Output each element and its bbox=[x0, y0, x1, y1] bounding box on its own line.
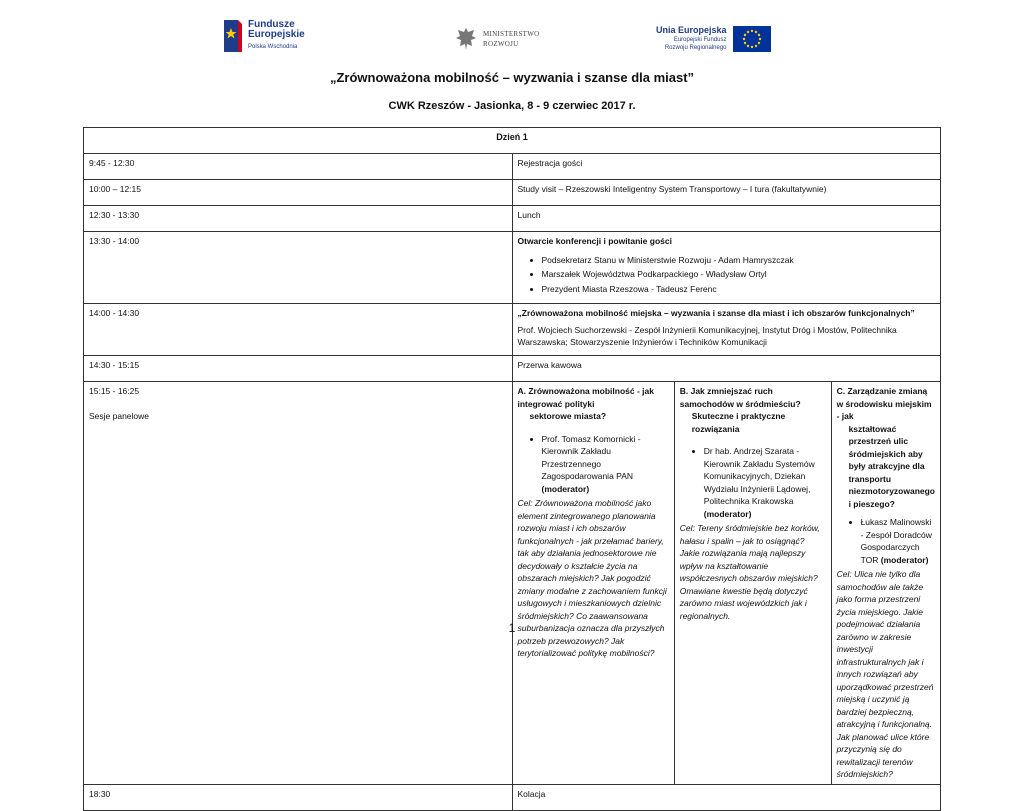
table-row bbox=[84, 232, 941, 304]
lecture-speaker: Prof. Wojciech Suchorzewski - Zespół Inżynierii Komunikacyjnej, Instytut Dróg i Mostów, Politechnika Warszawska; Stowarzyszenie Inżynierów i Techników Komunikacji bbox=[517, 324, 897, 347]
time-cell bbox=[84, 382, 513, 785]
moderator-name: Łukasz Malinowski - Zespół Doradców Gospodarczych TOR bbox=[860, 517, 932, 565]
time-cell: 13:30 - 14:00 bbox=[84, 232, 513, 304]
moderator-name: Prof. Tomasz Komornicki - Kierownik Zakładu Przestrzennego Zagospodarowania PAN bbox=[541, 433, 641, 481]
moderator-tag: (moderator) bbox=[703, 508, 752, 519]
day-header: Dzień 1 bbox=[84, 128, 941, 154]
agenda-table bbox=[83, 127, 941, 811]
agenda-item: Lunch bbox=[512, 206, 941, 232]
agenda-item: Przerwa kawowa bbox=[512, 356, 941, 382]
table-row bbox=[84, 382, 941, 785]
moderator-tag: (moderator) bbox=[880, 554, 929, 565]
panel-c bbox=[831, 382, 940, 784]
eu-line3: Rozwoju Regionalnego bbox=[664, 45, 727, 51]
table-row bbox=[84, 304, 941, 356]
lecture-title: „Zrównoważona mobilność miejska – wyzwania i szanse dla miast i ich obszarów funkcjonalnych” bbox=[517, 308, 915, 318]
panel-a-title-cont: sektorowe miasta? bbox=[529, 411, 607, 421]
panel-a bbox=[513, 382, 674, 784]
panel-b-title: B. Jak zmniejszać ruch samochodów w śródmieściu? bbox=[679, 386, 801, 409]
agenda-item: Rejestracja gości bbox=[512, 154, 941, 180]
eu-flag-icon bbox=[733, 26, 771, 52]
agenda-item: Study visit – Rzeszowski Inteligentny System Transportowy – I tura (fakultatywnie) bbox=[512, 180, 941, 206]
eu-logo bbox=[656, 26, 771, 52]
eu-line2: Europejski Fundusz bbox=[673, 37, 727, 43]
time-cell: 14:00 - 14:30 bbox=[84, 304, 513, 356]
eu-line1: Unia Europejska bbox=[656, 25, 727, 35]
panel-a-moderator bbox=[542, 433, 669, 496]
moderator-tag: (moderator) bbox=[541, 483, 590, 494]
panel-sessions-label: Sesje panelowe bbox=[89, 410, 150, 421]
panel-b bbox=[674, 382, 831, 784]
panel-a-title: A. Zrównoważona mobilność - jak integrować polityki bbox=[517, 386, 654, 409]
session-time: 15:15 - 16:25 bbox=[89, 386, 140, 396]
time-cell: 10:00 – 12:15 bbox=[84, 180, 513, 206]
table-row bbox=[84, 180, 941, 206]
fundusze-europejskie-logo bbox=[224, 20, 305, 52]
panel-b-moderator bbox=[704, 445, 826, 520]
panel-sessions bbox=[512, 382, 941, 785]
agenda-item: Kolacja bbox=[512, 784, 941, 810]
panel-c-goal: Cel: Ulica nie tylko dla samochodów ale także jako forma przestrzeni życia miejskiego. Jakie podejmować działania zarówno w zakresie inwestycji infrastrukturalnych jak i innych rozwiązań aby uporządkować przestrzeń miejską i uczynić ją bardziej bezpieczną, atrakcyjną i funkcjonalną. Jak planować ulice które przyczynią się do rewitalizacji terenów śródmiejskich? bbox=[836, 569, 934, 779]
page-number: 1 bbox=[508, 621, 516, 635]
panel-a-goal: Cel: Zrównoważona mobilność jako element zintegrowanego planowania rozwoju miast i ich obszarów funkcjonalnych - jak przełamać bariery, tak aby działania jednosektorowe nie decydowały o kształcie życia na obszarach miejskich? Jak pogodzić zmiany modalne z zachowaniem funkcji usługowych i mieszkaniowych dzielnic śródmiejskich? Co zaawansowana suburbanizacja oznacza dla przyszłych potrzeb przewozowych? Jak terytorializować politykę mobilności? bbox=[517, 498, 667, 658]
session-title: Otwarcie konferencji i powitanie gości bbox=[517, 236, 672, 246]
table-row bbox=[84, 356, 941, 382]
fe-line3: Polska Wschodnia bbox=[248, 44, 298, 50]
time-cell: 18:30 bbox=[84, 784, 513, 810]
fe-line2: Europejskie bbox=[248, 29, 305, 40]
time-cell: 14:30 - 15:15 bbox=[84, 356, 513, 382]
time-cell: 9:45 - 12:30 bbox=[84, 154, 513, 180]
time-cell: 12:30 - 13:30 bbox=[84, 206, 513, 232]
eagle-emblem-icon bbox=[455, 26, 477, 52]
table-row bbox=[84, 784, 941, 810]
list-item: • Podsekretarz Stanu w Ministerstwie Rozwoju - Adam Hamryszczak bbox=[542, 254, 936, 267]
ministry-line2: ROZWOJU bbox=[483, 40, 519, 48]
table-row bbox=[84, 154, 941, 180]
ministry-line1: MINISTERSTWO bbox=[483, 30, 540, 38]
conference-title: „Zrównoważona mobilność – wyzwania i szanse dla miast” bbox=[329, 70, 695, 85]
panel-c-title: C. Zarządzanie zmianą w środowisku miejskim - jak bbox=[836, 386, 932, 421]
moderator-name: Dr hab. Andrzej Szarata - Kierownik Zakładu Systemów Komunikacyjnych, Dziekan Wydziału Inżynierii Lądowej, Politechnika Krakowska bbox=[703, 446, 815, 506]
header-logos bbox=[0, 16, 1024, 58]
panel-b-goal: Cel: Tereny śródmiejskie bez korków, hałasu i spalin – jak to osiągnąć? Jakie rozwiązania mają najlepszy wpływ na kształtowanie współczesnych obszarów miejskich? Omawiane kwestie będą dotyczyć zarówno miast wojewódzkich jak i regionalnych. bbox=[679, 523, 820, 621]
panel-c-title-cont: kształtować przestrzeń ulic śródmiejskich aby były atrakcyjne dla transportu niezmotoryzowanego i pieszego? bbox=[848, 423, 936, 509]
conference-venue: CWK Rzeszów - Jasionka, 8 - 9 czerwiec 2017 r. bbox=[388, 100, 636, 112]
agenda-item bbox=[512, 232, 941, 304]
panel-b-title-cont: Skuteczne i praktyczne rozwiązania bbox=[691, 411, 786, 434]
list-item: • Marszałek Województwa Podkarpackiego - Władysław Ortyl bbox=[542, 268, 936, 281]
table-row bbox=[84, 206, 941, 232]
table-row bbox=[84, 128, 941, 154]
list-item: • Prezydent Miasta Rzeszowa - Tadeusz Ferenc bbox=[542, 283, 936, 296]
ministry-logo bbox=[455, 26, 540, 52]
fe-star-icon bbox=[224, 20, 242, 52]
speaker-list bbox=[518, 254, 936, 296]
panel-c-moderator bbox=[861, 516, 935, 566]
fe-line1: Fundusze bbox=[248, 19, 295, 30]
agenda-item bbox=[512, 304, 941, 356]
